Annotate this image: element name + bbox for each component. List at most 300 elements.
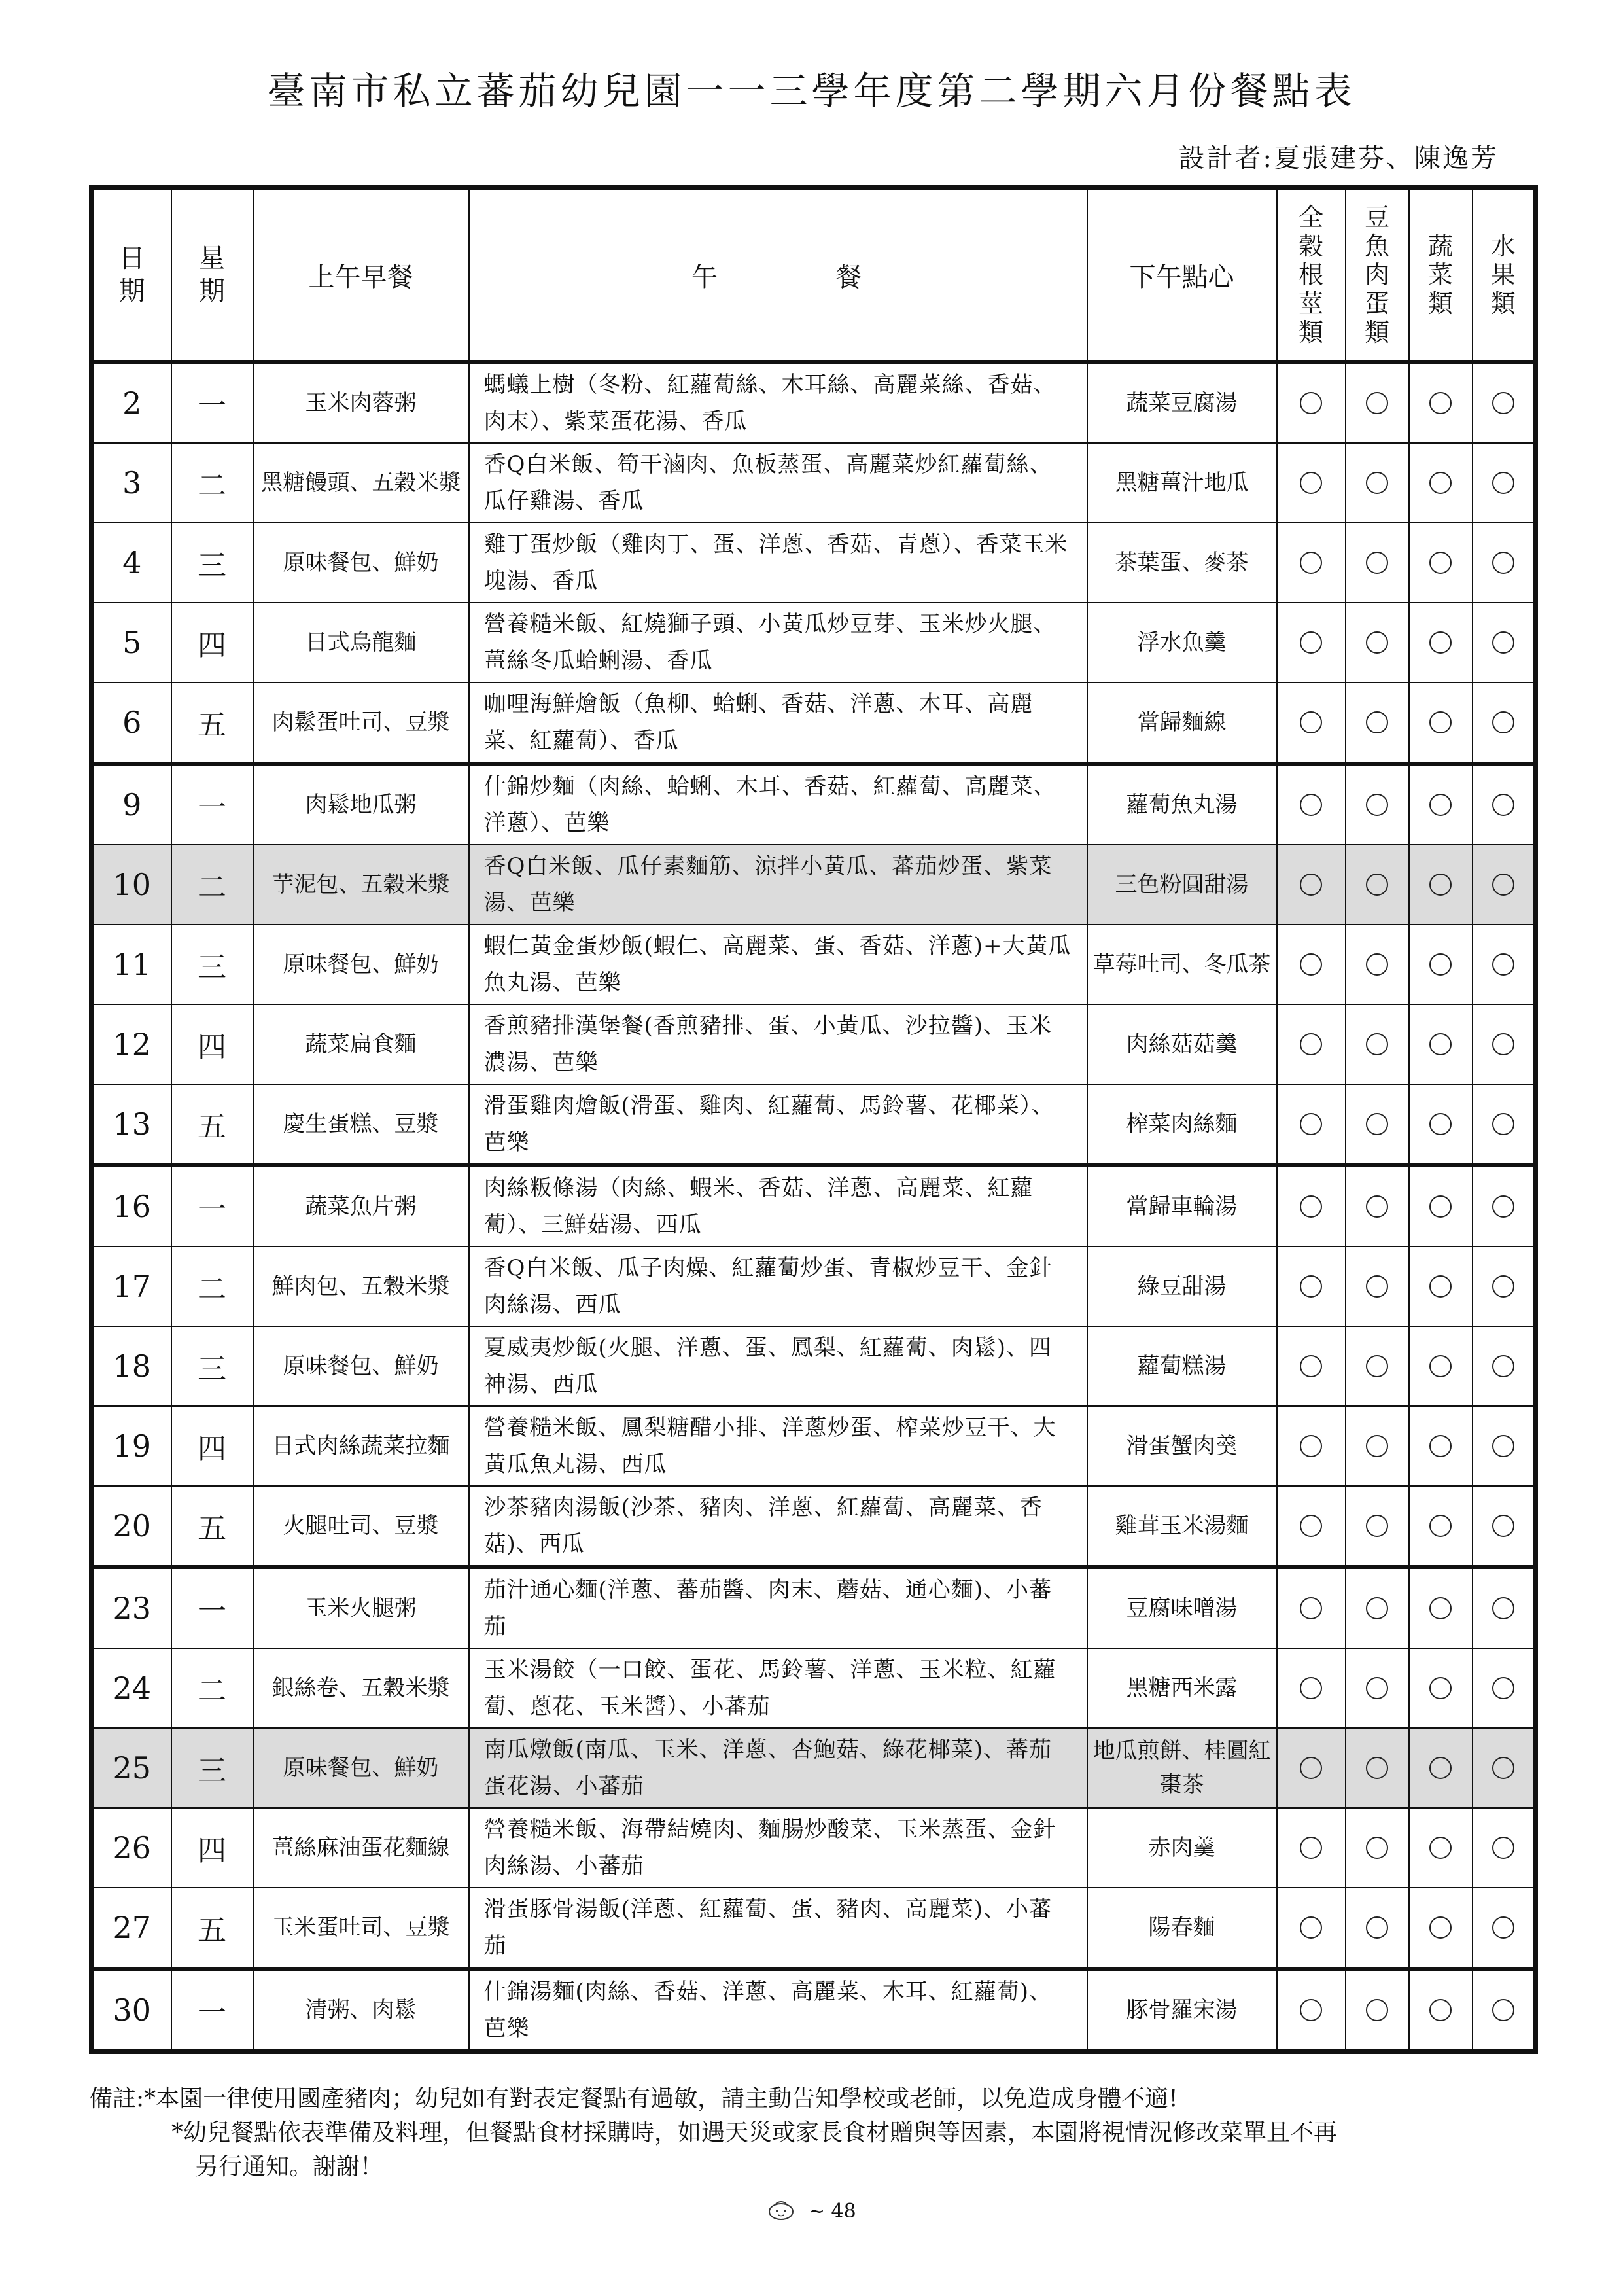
date-cell: 16 (92, 1165, 171, 1246)
empty-circle-icon (1366, 552, 1388, 574)
empty-circle-icon (1492, 1515, 1514, 1537)
table-row (92, 1808, 1536, 1888)
empty-circle-icon (1300, 552, 1322, 574)
empty-circle-icon (1300, 1275, 1322, 1298)
snack-cell: 滑蛋蟹肉羹 (1087, 1406, 1277, 1486)
veg-check-cell (1409, 603, 1473, 682)
breakfast-cell: 薑絲麻油蛋花麵線 (253, 1808, 469, 1888)
empty-circle-icon (1300, 1113, 1322, 1135)
veg-check-cell (1409, 1246, 1473, 1326)
empty-circle-icon (1300, 631, 1322, 654)
lunch-cell: 茄汁通心麵(洋蔥、蕃茄醬、肉末、蘑菇、通心麵)、小蕃茄 (469, 1567, 1087, 1648)
tomato-mascot-icon (767, 2199, 795, 2226)
table-row (92, 925, 1536, 1004)
grain-check-cell (1277, 1888, 1346, 1969)
lunch-cell: 蝦仁黃金蛋炒飯(蝦仁、高麗菜、蛋、香菇、洋蔥)+大黃瓜魚丸湯、芭樂 (469, 925, 1087, 1004)
table-row (92, 764, 1536, 845)
header-breakfast: 上午早餐 (253, 188, 469, 362)
date-cell: 3 (92, 443, 171, 523)
breakfast-cell: 肉鬆地瓜粥 (253, 764, 469, 845)
date-cell: 18 (92, 1326, 171, 1406)
header-date: 日期 (92, 188, 171, 362)
snack-cell: 黑糖西米露 (1087, 1648, 1277, 1728)
veg-check-cell (1409, 1648, 1473, 1728)
table-row (92, 1969, 1536, 2052)
protein-check-cell (1346, 1406, 1409, 1486)
lunch-cell: 沙茶豬肉湯飯(沙茶、豬肉、洋蔥、紅蘿蔔、高麗菜、香菇)、西瓜 (469, 1486, 1087, 1567)
empty-circle-icon (1429, 1837, 1452, 1859)
lunch-cell: 螞蟻上樹（冬粉、紅蘿蔔絲、木耳絲、高麗菜絲、香菇、肉末）、紫菜蛋花湯、香瓜 (469, 362, 1087, 443)
grain-check-cell (1277, 1808, 1346, 1888)
table-row (92, 1004, 1536, 1084)
empty-circle-icon (1429, 1757, 1452, 1779)
empty-circle-icon (1366, 1355, 1388, 1377)
grain-check-cell (1277, 1486, 1346, 1567)
empty-circle-icon (1300, 711, 1322, 733)
weekday-cell: 一 (171, 362, 253, 443)
weekday-cell: 三 (171, 523, 253, 603)
empty-circle-icon (1492, 794, 1514, 816)
date-cell: 13 (92, 1084, 171, 1165)
empty-circle-icon (1300, 874, 1322, 896)
empty-circle-icon (1429, 1916, 1452, 1939)
grain-check-cell (1277, 1004, 1346, 1084)
table-row (92, 523, 1536, 603)
header-snack: 下午點心 (1087, 188, 1277, 362)
protein-check-cell (1346, 764, 1409, 845)
date-cell: 12 (92, 1004, 171, 1084)
empty-circle-icon (1492, 552, 1514, 574)
empty-circle-icon (1429, 1113, 1452, 1135)
date-cell: 20 (92, 1486, 171, 1567)
empty-circle-icon (1366, 1757, 1388, 1779)
weekday-cell: 五 (171, 1084, 253, 1165)
breakfast-cell: 原味餐包、鮮奶 (253, 1728, 469, 1808)
lunch-cell: 玉米湯餃（一口餃、蛋花、馬鈴薯、洋蔥、玉米粒、紅蘿蔔、蔥花、玉米醬）、小蕃茄 (469, 1648, 1087, 1728)
empty-circle-icon (1366, 1195, 1388, 1218)
empty-circle-icon (1366, 874, 1388, 896)
grain-check-cell (1277, 1969, 1346, 2052)
empty-circle-icon (1429, 1677, 1452, 1699)
fruit-check-cell (1473, 603, 1536, 682)
empty-circle-icon (1300, 1677, 1322, 1699)
empty-circle-icon (1492, 472, 1514, 494)
protein-check-cell (1346, 1084, 1409, 1165)
page-footer (0, 2199, 1623, 2226)
header-row (92, 188, 1536, 362)
veg-check-cell (1409, 1888, 1473, 1969)
grain-check-cell (1277, 682, 1346, 764)
empty-circle-icon (1366, 392, 1388, 414)
lunch-cell: 雞丁蛋炒飯（雞肉丁、蛋、洋蔥、香菇、青蔥）、香菜玉米塊湯、香瓜 (469, 523, 1087, 603)
table-row (92, 1648, 1536, 1728)
empty-circle-icon (1429, 953, 1452, 976)
breakfast-cell: 原味餐包、鮮奶 (253, 925, 469, 1004)
empty-circle-icon (1492, 874, 1514, 896)
empty-circle-icon (1300, 392, 1322, 414)
date-cell: 19 (92, 1406, 171, 1486)
protein-check-cell (1346, 1486, 1409, 1567)
empty-circle-icon (1366, 1597, 1388, 1619)
empty-circle-icon (1429, 1195, 1452, 1218)
empty-circle-icon (1429, 1275, 1452, 1298)
breakfast-cell: 原味餐包、鮮奶 (253, 523, 469, 603)
empty-circle-icon (1366, 1837, 1388, 1859)
breakfast-cell: 火腿吐司、豆漿 (253, 1486, 469, 1567)
breakfast-cell: 銀絲卷、五穀米漿 (253, 1648, 469, 1728)
table-row (92, 603, 1536, 682)
protein-check-cell (1346, 1808, 1409, 1888)
snack-cell: 蘿蔔魚丸湯 (1087, 764, 1277, 845)
veg-check-cell (1409, 523, 1473, 603)
empty-circle-icon (1492, 953, 1514, 976)
empty-circle-icon (1300, 1195, 1322, 1218)
grain-check-cell (1277, 1406, 1346, 1486)
snack-cell: 陽春麵 (1087, 1888, 1277, 1969)
date-cell: 2 (92, 362, 171, 443)
breakfast-cell: 蔬菜魚片粥 (253, 1165, 469, 1246)
empty-circle-icon (1429, 1435, 1452, 1457)
fruit-check-cell (1473, 1246, 1536, 1326)
empty-circle-icon (1300, 1916, 1322, 1939)
table-row (92, 1084, 1536, 1165)
fruit-check-cell (1473, 1406, 1536, 1486)
grain-check-cell (1277, 1326, 1346, 1406)
lunch-cell: 香Q白米飯、筍干滷肉、魚板蒸蛋、高麗菜炒紅蘿蔔絲、瓜仔雞湯、香瓜 (469, 443, 1087, 523)
empty-circle-icon (1492, 1275, 1514, 1298)
empty-circle-icon (1300, 1999, 1322, 2021)
weekday-cell: 一 (171, 1567, 253, 1648)
empty-circle-icon (1366, 631, 1388, 654)
weekday-cell: 二 (171, 1246, 253, 1326)
protein-check-cell (1346, 362, 1409, 443)
breakfast-cell: 蔬菜扁食麵 (253, 1004, 469, 1084)
protein-check-cell (1346, 1165, 1409, 1246)
weekday-cell: 四 (171, 1808, 253, 1888)
protein-check-cell (1346, 1648, 1409, 1728)
empty-circle-icon (1492, 1757, 1514, 1779)
lunch-cell: 咖哩海鮮燴飯（魚柳、蛤蜊、香菇、洋蔥、木耳、高麗菜、紅蘿蔔）、香瓜 (469, 682, 1087, 764)
snack-cell: 茶葉蛋、麥茶 (1087, 523, 1277, 603)
veg-check-cell (1409, 1326, 1473, 1406)
empty-circle-icon (1429, 1597, 1452, 1619)
veg-check-cell (1409, 443, 1473, 523)
designer-credit: 設計者:夏張建芬、陳逸芳 (1178, 143, 1499, 173)
weekday-cell: 四 (171, 1406, 253, 1486)
empty-circle-icon (1300, 1837, 1322, 1859)
table-row (92, 1165, 1536, 1246)
protein-check-cell (1346, 603, 1409, 682)
snack-cell: 草莓吐司、冬瓜茶 (1087, 925, 1277, 1004)
fruit-check-cell (1473, 682, 1536, 764)
empty-circle-icon (1429, 552, 1452, 574)
empty-circle-icon (1429, 472, 1452, 494)
table-row (92, 1406, 1536, 1486)
weekday-cell: 五 (171, 1486, 253, 1567)
fruit-check-cell (1473, 1969, 1536, 2052)
empty-circle-icon (1492, 1033, 1514, 1055)
veg-check-cell (1409, 1486, 1473, 1567)
empty-circle-icon (1429, 1999, 1452, 2021)
header-weekday: 星期 (171, 188, 253, 362)
lunch-cell: 營養糙米飯、鳳梨糖醋小排、洋蔥炒蛋、榨菜炒豆干、大黃瓜魚丸湯、西瓜 (469, 1406, 1087, 1486)
lunch-cell: 南瓜燉飯(南瓜、玉米、洋蔥、杏鮑菇、綠花椰菜)、蕃茄蛋花湯、小蕃茄 (469, 1728, 1087, 1808)
meal-table (89, 185, 1538, 2054)
empty-circle-icon (1492, 631, 1514, 654)
note-line-1: 備註:*本園一律使用國產豬肉；幼兒如有對表定餐點有過敏，請主動告知學校或老師，以免造成身體不適! (89, 2085, 1178, 2112)
empty-circle-icon (1366, 711, 1388, 733)
weekday-cell: 五 (171, 1888, 253, 1969)
veg-check-cell (1409, 1084, 1473, 1165)
table-row (92, 443, 1536, 523)
empty-circle-icon (1366, 472, 1388, 494)
grain-check-cell (1277, 845, 1346, 925)
fruit-check-cell (1473, 1165, 1536, 1246)
table-row (92, 362, 1536, 443)
snack-cell: 肉絲菇菇羹 (1087, 1004, 1277, 1084)
veg-check-cell (1409, 845, 1473, 925)
date-cell: 11 (92, 925, 171, 1004)
fruit-check-cell (1473, 1004, 1536, 1084)
veg-check-cell (1409, 1406, 1473, 1486)
weekday-cell: 二 (171, 845, 253, 925)
snack-cell: 黑糖薑汁地瓜 (1087, 443, 1277, 523)
fruit-check-cell (1473, 845, 1536, 925)
veg-check-cell (1409, 1728, 1473, 1808)
fruit-check-cell (1473, 443, 1536, 523)
lunch-cell: 香Q白米飯、瓜仔素麵筋、涼拌小黃瓜、蕃茄炒蛋、紫菜湯、芭樂 (469, 845, 1087, 925)
veg-check-cell (1409, 1165, 1473, 1246)
fruit-check-cell (1473, 1567, 1536, 1648)
empty-circle-icon (1366, 1999, 1388, 2021)
page-title: 臺南市私立蕃茄幼兒園一一三學年度第二學期六月份餐點表 (267, 69, 1356, 113)
date-cell: 17 (92, 1246, 171, 1326)
empty-circle-icon (1492, 1195, 1514, 1218)
date-cell: 26 (92, 1808, 171, 1888)
lunch-cell: 滑蛋豚骨湯飯(洋蔥、紅蘿蔔、蛋、豬肉、高麗菜)、小蕃茄 (469, 1888, 1087, 1969)
snack-cell: 當歸麵線 (1087, 682, 1277, 764)
grain-check-cell (1277, 1567, 1346, 1648)
date-cell: 30 (92, 1969, 171, 2052)
table-row (92, 1888, 1536, 1969)
empty-circle-icon (1429, 874, 1452, 896)
lunch-cell: 夏威夷炒飯(火腿、洋蔥、蛋、鳳梨、紅蘿蔔、肉鬆)、四神湯、西瓜 (469, 1326, 1087, 1406)
empty-circle-icon (1366, 1677, 1388, 1699)
empty-circle-icon (1492, 1837, 1514, 1859)
table-row (92, 682, 1536, 764)
date-cell: 10 (92, 845, 171, 925)
snack-cell: 榨菜肉絲麵 (1087, 1084, 1277, 1165)
empty-circle-icon (1492, 1435, 1514, 1457)
protein-check-cell (1346, 1728, 1409, 1808)
fruit-check-cell (1473, 362, 1536, 443)
empty-circle-icon (1429, 631, 1452, 654)
veg-check-cell (1409, 1567, 1473, 1648)
lunch-cell: 滑蛋雞肉燴飯(滑蛋、雞肉、紅蘿蔔、馬鈴薯、花椰菜）、芭樂 (469, 1084, 1087, 1165)
table-row (92, 1728, 1536, 1808)
lunch-cell: 什錦湯麵(肉絲、香菇、洋蔥、高麗菜、木耳、紅蘿蔔)、芭樂 (469, 1969, 1087, 2052)
meal-table-body (92, 362, 1536, 2052)
date-cell: 27 (92, 1888, 171, 1969)
empty-circle-icon (1492, 1916, 1514, 1939)
snack-cell: 豚骨羅宋湯 (1087, 1969, 1277, 2052)
weekday-cell: 三 (171, 1728, 253, 1808)
protein-check-cell (1346, 1888, 1409, 1969)
date-cell: 4 (92, 523, 171, 603)
fruit-check-cell (1473, 1326, 1536, 1406)
snack-cell: 赤肉羹 (1087, 1808, 1277, 1888)
empty-circle-icon (1300, 794, 1322, 816)
empty-circle-icon (1300, 1515, 1322, 1537)
empty-circle-icon (1492, 1355, 1514, 1377)
lunch-cell: 肉絲粄條湯（肉絲、蝦米、香菇、洋蔥、高麗菜、紅蘿蔔）、三鮮菇湯、西瓜 (469, 1165, 1087, 1246)
protein-check-cell (1346, 1004, 1409, 1084)
fruit-check-cell (1473, 1728, 1536, 1808)
empty-circle-icon (1492, 392, 1514, 414)
empty-circle-icon (1429, 794, 1452, 816)
weekday-cell: 二 (171, 1648, 253, 1728)
empty-circle-icon (1366, 1435, 1388, 1457)
veg-check-cell (1409, 1004, 1473, 1084)
grain-check-cell (1277, 764, 1346, 845)
breakfast-cell: 玉米肉蓉粥 (253, 362, 469, 443)
fruit-check-cell (1473, 764, 1536, 845)
table-row (92, 1486, 1536, 1567)
fruit-check-cell (1473, 1084, 1536, 1165)
veg-check-cell (1409, 1969, 1473, 2052)
empty-circle-icon (1366, 1515, 1388, 1537)
grain-check-cell (1277, 1648, 1346, 1728)
snack-cell: 豆腐味噌湯 (1087, 1567, 1277, 1648)
empty-circle-icon (1366, 794, 1388, 816)
lunch-cell: 營養糙米飯、海帶結燒肉、麵腸炒酸菜、玉米蒸蛋、金針肉絲湯、小蕃茄 (469, 1808, 1087, 1888)
grain-check-cell (1277, 1246, 1346, 1326)
table-row (92, 1326, 1536, 1406)
empty-circle-icon (1300, 953, 1322, 976)
breakfast-cell: 玉米蛋吐司、豆漿 (253, 1888, 469, 1969)
empty-circle-icon (1366, 1033, 1388, 1055)
veg-check-cell (1409, 682, 1473, 764)
empty-circle-icon (1429, 711, 1452, 733)
grain-check-cell (1277, 362, 1346, 443)
weekday-cell: 二 (171, 443, 253, 523)
table-row (92, 845, 1536, 925)
breakfast-cell: 原味餐包、鮮奶 (253, 1326, 469, 1406)
grain-check-cell (1277, 523, 1346, 603)
weekday-cell: 一 (171, 1969, 253, 2052)
table-row (92, 1567, 1536, 1648)
empty-circle-icon (1492, 711, 1514, 733)
empty-circle-icon (1492, 1677, 1514, 1699)
table-row (92, 1246, 1536, 1326)
protein-check-cell (1346, 1326, 1409, 1406)
notes (89, 2082, 1554, 2184)
veg-check-cell (1409, 764, 1473, 845)
empty-circle-icon (1366, 953, 1388, 976)
breakfast-cell: 慶生蛋糕、豆漿 (253, 1084, 469, 1165)
snack-cell: 雞茸玉米湯麵 (1087, 1486, 1277, 1567)
protein-check-cell (1346, 1567, 1409, 1648)
protein-check-cell (1346, 682, 1409, 764)
snack-cell: 蘿蔔糕湯 (1087, 1326, 1277, 1406)
header-protein: 豆魚肉蛋類 (1346, 188, 1409, 362)
date-cell: 25 (92, 1728, 171, 1808)
grain-check-cell (1277, 925, 1346, 1004)
date-cell: 23 (92, 1567, 171, 1648)
snack-cell: 浮水魚羹 (1087, 603, 1277, 682)
breakfast-cell: 黑糖饅頭、五穀米漿 (253, 443, 469, 523)
note-line-3: 另行通知。謝謝！ (195, 2153, 384, 2180)
date-cell: 24 (92, 1648, 171, 1728)
note-line-2: *幼兒餐點依表準備及料理，但餐點食材採購時，如遇天災或家長食材贈與等因素，本園將視情況修改菜單且不再 (171, 2119, 1338, 2146)
empty-circle-icon (1492, 1113, 1514, 1135)
empty-circle-icon (1300, 472, 1322, 494)
grain-check-cell (1277, 1165, 1346, 1246)
fruit-check-cell (1473, 925, 1536, 1004)
weekday-cell: 一 (171, 764, 253, 845)
weekday-cell: 四 (171, 603, 253, 682)
empty-circle-icon (1366, 1916, 1388, 1939)
grain-check-cell (1277, 603, 1346, 682)
date-cell: 5 (92, 603, 171, 682)
empty-circle-icon (1429, 392, 1452, 414)
weekday-cell: 五 (171, 682, 253, 764)
header-veg: 蔬菜類 (1409, 188, 1473, 362)
lunch-cell: 營養糙米飯、紅燒獅子頭、小黃瓜炒豆芽、玉米炒火腿、薑絲冬瓜蛤蜊湯、香瓜 (469, 603, 1087, 682)
snack-cell: 地瓜煎餅、桂圓紅棗茶 (1087, 1728, 1277, 1808)
empty-circle-icon (1300, 1597, 1322, 1619)
weekday-cell: 一 (171, 1165, 253, 1246)
grain-check-cell (1277, 443, 1346, 523)
snack-cell: 綠豆甜湯 (1087, 1246, 1277, 1326)
veg-check-cell (1409, 1808, 1473, 1888)
protein-check-cell (1346, 925, 1409, 1004)
protein-check-cell (1346, 523, 1409, 603)
weekday-cell: 三 (171, 1326, 253, 1406)
empty-circle-icon (1429, 1515, 1452, 1537)
lunch-cell: 香Q白米飯、瓜子肉燥、紅蘿蔔炒蛋、青椒炒豆干、金針肉絲湯、西瓜 (469, 1246, 1087, 1326)
snack-cell: 三色粉圓甜湯 (1087, 845, 1277, 925)
fruit-check-cell (1473, 1486, 1536, 1567)
empty-circle-icon (1492, 1597, 1514, 1619)
empty-circle-icon (1300, 1757, 1322, 1779)
snack-cell: 蔬菜豆腐湯 (1087, 362, 1277, 443)
page-number: ~ 48 (808, 2200, 856, 2223)
protein-check-cell (1346, 443, 1409, 523)
empty-circle-icon (1300, 1033, 1322, 1055)
fruit-check-cell (1473, 523, 1536, 603)
empty-circle-icon (1429, 1033, 1452, 1055)
breakfast-cell: 日式烏龍麵 (253, 603, 469, 682)
grain-check-cell (1277, 1084, 1346, 1165)
protein-check-cell (1346, 1246, 1409, 1326)
breakfast-cell: 日式肉絲蔬菜拉麵 (253, 1406, 469, 1486)
date-cell: 9 (92, 764, 171, 845)
fruit-check-cell (1473, 1648, 1536, 1728)
empty-circle-icon (1366, 1275, 1388, 1298)
lunch-cell: 香煎豬排漢堡餐(香煎豬排、蛋、小黃瓜、沙拉醬)、玉米濃湯、芭樂 (469, 1004, 1087, 1084)
date-cell: 6 (92, 682, 171, 764)
fruit-check-cell (1473, 1808, 1536, 1888)
empty-circle-icon (1492, 1999, 1514, 2021)
breakfast-cell: 芋泥包、五穀米漿 (253, 845, 469, 925)
breakfast-cell: 肉鬆蛋吐司、豆漿 (253, 682, 469, 764)
breakfast-cell: 玉米火腿粥 (253, 1567, 469, 1648)
grain-check-cell (1277, 1728, 1346, 1808)
snack-cell: 當歸車輪湯 (1087, 1165, 1277, 1246)
weekday-cell: 三 (171, 925, 253, 1004)
header-grain: 全穀根莖類 (1277, 188, 1346, 362)
